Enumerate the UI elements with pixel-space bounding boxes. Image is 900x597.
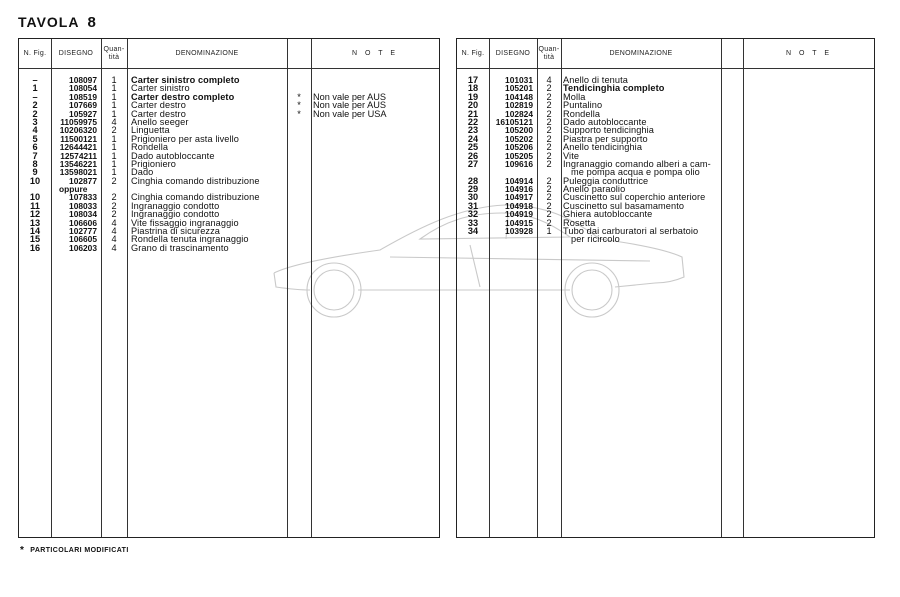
part-number: 105205: [505, 150, 533, 161]
part-description: Ghiera autobloccante: [563, 209, 653, 220]
quantity: 4: [111, 242, 117, 253]
header-fig: N. Fig.: [461, 49, 485, 57]
left-rows: [19, 76, 439, 252]
fig-number: 26: [467, 150, 479, 161]
header-disegno: DISEGNO: [495, 49, 531, 57]
part-description: Carter destro: [131, 100, 186, 111]
part-number: 104919: [505, 209, 533, 220]
part-number: 105200: [505, 125, 533, 136]
quantity: 4: [111, 234, 117, 245]
title-label: TAVOLA: [18, 14, 80, 30]
quantity: 2: [546, 125, 552, 136]
quantity: 1: [111, 91, 117, 102]
part-description: Tubo dai carburatori al serbatoio: [563, 226, 699, 237]
part-number: 105927: [69, 108, 97, 119]
fig-number: 2: [32, 100, 38, 111]
part-description: Cuscinetto sul coperchio anteriore: [563, 192, 706, 203]
table-row: [19, 244, 439, 252]
part-description: Carter destro: [131, 108, 186, 119]
fig-number: 6: [32, 142, 38, 153]
fig-number: 24: [467, 133, 479, 144]
quantity: 2: [546, 217, 552, 228]
quantity: 1: [111, 158, 117, 169]
header-note: N O T E: [351, 49, 399, 57]
part-description: Anello seeger: [131, 116, 189, 127]
part-description: per ricircolo: [571, 234, 620, 245]
part-description: Dado autobloccante: [131, 150, 215, 161]
part-description: Anello tendicinghia: [563, 142, 643, 153]
part-description: Anello di tenuta: [563, 75, 628, 85]
part-number: 102819: [505, 100, 533, 111]
quantity: 2: [546, 142, 552, 153]
fig-number: 2: [32, 108, 38, 119]
part-number: 108097: [69, 75, 97, 85]
part-number: 105201: [505, 83, 533, 94]
part-number: 105202: [505, 133, 533, 144]
fig-number: 34: [467, 226, 479, 237]
part-number: 11059975: [60, 116, 97, 127]
fig-number: 16: [29, 242, 41, 253]
part-number: 102777: [69, 226, 97, 237]
fig-number: –: [32, 75, 38, 85]
part-note: Non vale per AUS: [313, 100, 387, 111]
part-description: Piastrina di sicurezza: [131, 226, 221, 237]
fig-number: 9: [32, 167, 38, 178]
part-description: Rondella: [131, 142, 169, 153]
quantity: 2: [546, 209, 552, 220]
header-divider: [457, 68, 874, 69]
part-number: oppure: [59, 184, 88, 195]
quantity: 4: [546, 75, 552, 85]
part-number: 13598021: [59, 167, 97, 178]
part-description: Rosetta: [563, 217, 596, 228]
header-denominazione: DENOMINAZIONE: [609, 49, 673, 57]
quantity: 2: [546, 150, 552, 161]
quantity: 1: [111, 100, 117, 111]
title-number: 8: [87, 14, 97, 31]
part-number: 104915: [505, 217, 533, 228]
fig-number: 10: [29, 192, 41, 203]
quantity: 2: [546, 175, 552, 186]
part-description: Vite fissaggio ingranaggio: [131, 217, 239, 228]
part-description: me pompa acqua e pompa olio: [571, 167, 700, 178]
part-number: 11500121: [60, 133, 97, 144]
table-row: [457, 227, 874, 235]
quantity: 4: [111, 116, 117, 127]
quantity: 2: [546, 192, 552, 203]
left-parts-table: [18, 38, 440, 538]
fig-number: –: [32, 91, 38, 102]
quantity: 2: [546, 91, 552, 102]
part-number: 12574211: [60, 150, 97, 161]
part-number: 103928: [505, 226, 533, 237]
part-number: 104918: [505, 200, 533, 211]
right-parts-table: [456, 38, 875, 538]
quantity: 2: [546, 133, 552, 144]
fig-number: 22: [467, 116, 479, 127]
fig-number: 33: [467, 217, 479, 228]
part-number: 10206320: [59, 125, 97, 136]
header-note: N O T E: [785, 49, 833, 57]
fig-number: 17: [467, 75, 479, 85]
part-description: Dado autobloccante: [563, 116, 647, 127]
quantity: 1: [111, 150, 117, 161]
fig-number: 18: [467, 83, 479, 94]
fig-number: 1: [32, 83, 38, 94]
header-quantita: Quan- tità: [103, 45, 125, 61]
part-number: 106605: [69, 234, 97, 245]
quantity: 1: [111, 108, 117, 119]
quantity: 1: [546, 226, 552, 237]
part-description: Prigioniero: [131, 158, 177, 169]
fig-number: 27: [467, 158, 479, 169]
quantity: 1: [111, 83, 117, 94]
part-number: 12644421: [59, 142, 97, 153]
fig-number: 23: [467, 125, 479, 136]
quantity: 2: [546, 108, 552, 119]
part-description: Carter sinistro: [131, 83, 190, 94]
quantity: 4: [111, 226, 117, 237]
part-number: 108034: [69, 209, 97, 220]
fig-number: 8: [32, 158, 38, 169]
part-note: Non vale per USA: [313, 108, 387, 119]
part-description: Cinghia comando distribuzione: [131, 175, 260, 186]
quantity: 1: [111, 142, 117, 153]
part-description: Tendicinghia completo: [563, 83, 665, 94]
asterisk-icon: *: [297, 108, 301, 119]
footnote: [20, 545, 129, 556]
part-description: Vite: [563, 150, 580, 161]
fig-number: 32: [467, 209, 479, 220]
part-number: 104148: [505, 91, 533, 102]
part-description: Rondella: [563, 108, 601, 119]
quantity: 4: [111, 217, 117, 228]
part-description: Puleggia conduttrice: [563, 175, 649, 186]
part-number: 101031: [505, 75, 533, 85]
part-number: 107669: [69, 100, 97, 111]
part-number: 104914: [505, 175, 533, 186]
part-description: Cinghia comando distribuzione: [131, 192, 260, 203]
quantity: 2: [111, 125, 117, 136]
fig-number: 31: [467, 200, 479, 211]
fig-number: 25: [467, 142, 479, 153]
quantity: 2: [546, 100, 552, 111]
fig-number: 7: [32, 150, 38, 161]
part-note: Non vale per AUS: [313, 91, 387, 102]
header-disegno: DISEGNO: [58, 49, 94, 57]
quantity: 2: [111, 175, 117, 186]
fig-number: 14: [29, 226, 41, 237]
part-description: Puntalino: [563, 100, 603, 111]
part-number: 108519: [69, 91, 97, 102]
part-description: Dado: [131, 167, 154, 178]
fig-number: 12: [29, 209, 41, 220]
part-description: Carter destro completo: [131, 91, 235, 102]
footnote-text: PARTICOLARI MODIFICATI: [30, 547, 129, 554]
part-number: 106606: [69, 217, 97, 228]
part-description: Molla: [563, 91, 586, 102]
part-number: 109616: [505, 158, 533, 169]
fig-number: 29: [467, 184, 479, 195]
header-divider: [19, 68, 439, 69]
part-description: Linguetta: [131, 125, 170, 136]
part-description: Piastra per supporto: [563, 133, 648, 144]
fig-number: 11: [30, 200, 40, 211]
part-description: Grano di trascinamento: [131, 242, 229, 253]
quantity: 2: [111, 209, 117, 220]
asterisk-icon: *: [20, 545, 25, 556]
quantity: 2: [111, 192, 117, 203]
part-number: 13546221: [59, 158, 97, 169]
part-description: Supporto tendicinghia: [563, 125, 654, 136]
part-description: Cuscinetto sul basamamento: [563, 200, 685, 211]
part-number: 107833: [69, 192, 97, 203]
fig-number: 28: [467, 175, 479, 186]
quantity: 2: [546, 184, 552, 195]
asterisk-icon: *: [297, 100, 301, 111]
part-number: 102877: [69, 175, 97, 186]
header-quantita: Quan- tità: [538, 45, 560, 61]
fig-number: 3: [32, 116, 38, 127]
quantity: 2: [546, 158, 552, 169]
part-description: Rondella tenuta ingranaggio: [131, 234, 249, 245]
fig-number: 20: [467, 100, 479, 111]
quantity: 1: [111, 75, 117, 85]
quantity: 1: [111, 133, 117, 144]
part-number: 108033: [69, 200, 97, 211]
part-description: Ingranaggio condotto: [131, 209, 220, 220]
fig-number: 15: [29, 234, 41, 245]
fig-number: 19: [467, 91, 479, 102]
quantity: 2: [546, 83, 552, 94]
table-row: [457, 235, 874, 243]
part-number: 104916: [505, 184, 533, 195]
part-description: Ingranaggio condotto: [131, 200, 220, 211]
page-title: [18, 14, 97, 31]
quantity: 2: [546, 200, 552, 211]
part-description: Prigioniero per asta livello: [131, 133, 239, 144]
right-rows: [457, 76, 874, 244]
header-fig: N. Fig.: [23, 49, 47, 57]
fig-number: 4: [32, 125, 38, 136]
part-number: 108054: [69, 83, 97, 94]
part-number: 16105121: [495, 116, 533, 127]
fig-number: 5: [32, 133, 38, 144]
part-number: 106203: [69, 242, 97, 253]
part-description: Ingranaggio comando alberi a cam-: [563, 158, 711, 169]
part-description: Carter sinistro completo: [131, 75, 240, 85]
quantity: 1: [111, 167, 117, 178]
part-description: Anello paraolio: [563, 184, 626, 195]
part-number: 102824: [505, 108, 533, 119]
part-number: 105206: [505, 142, 533, 153]
header-denominazione: DENOMINAZIONE: [175, 49, 239, 57]
fig-number: 30: [467, 192, 479, 203]
asterisk-icon: *: [297, 91, 301, 102]
fig-number: 13: [29, 217, 41, 228]
quantity: 2: [111, 200, 117, 211]
quantity: 2: [546, 116, 552, 127]
fig-number: 10: [29, 175, 41, 186]
fig-number: 21: [467, 108, 479, 119]
part-number: 104917: [505, 192, 533, 203]
